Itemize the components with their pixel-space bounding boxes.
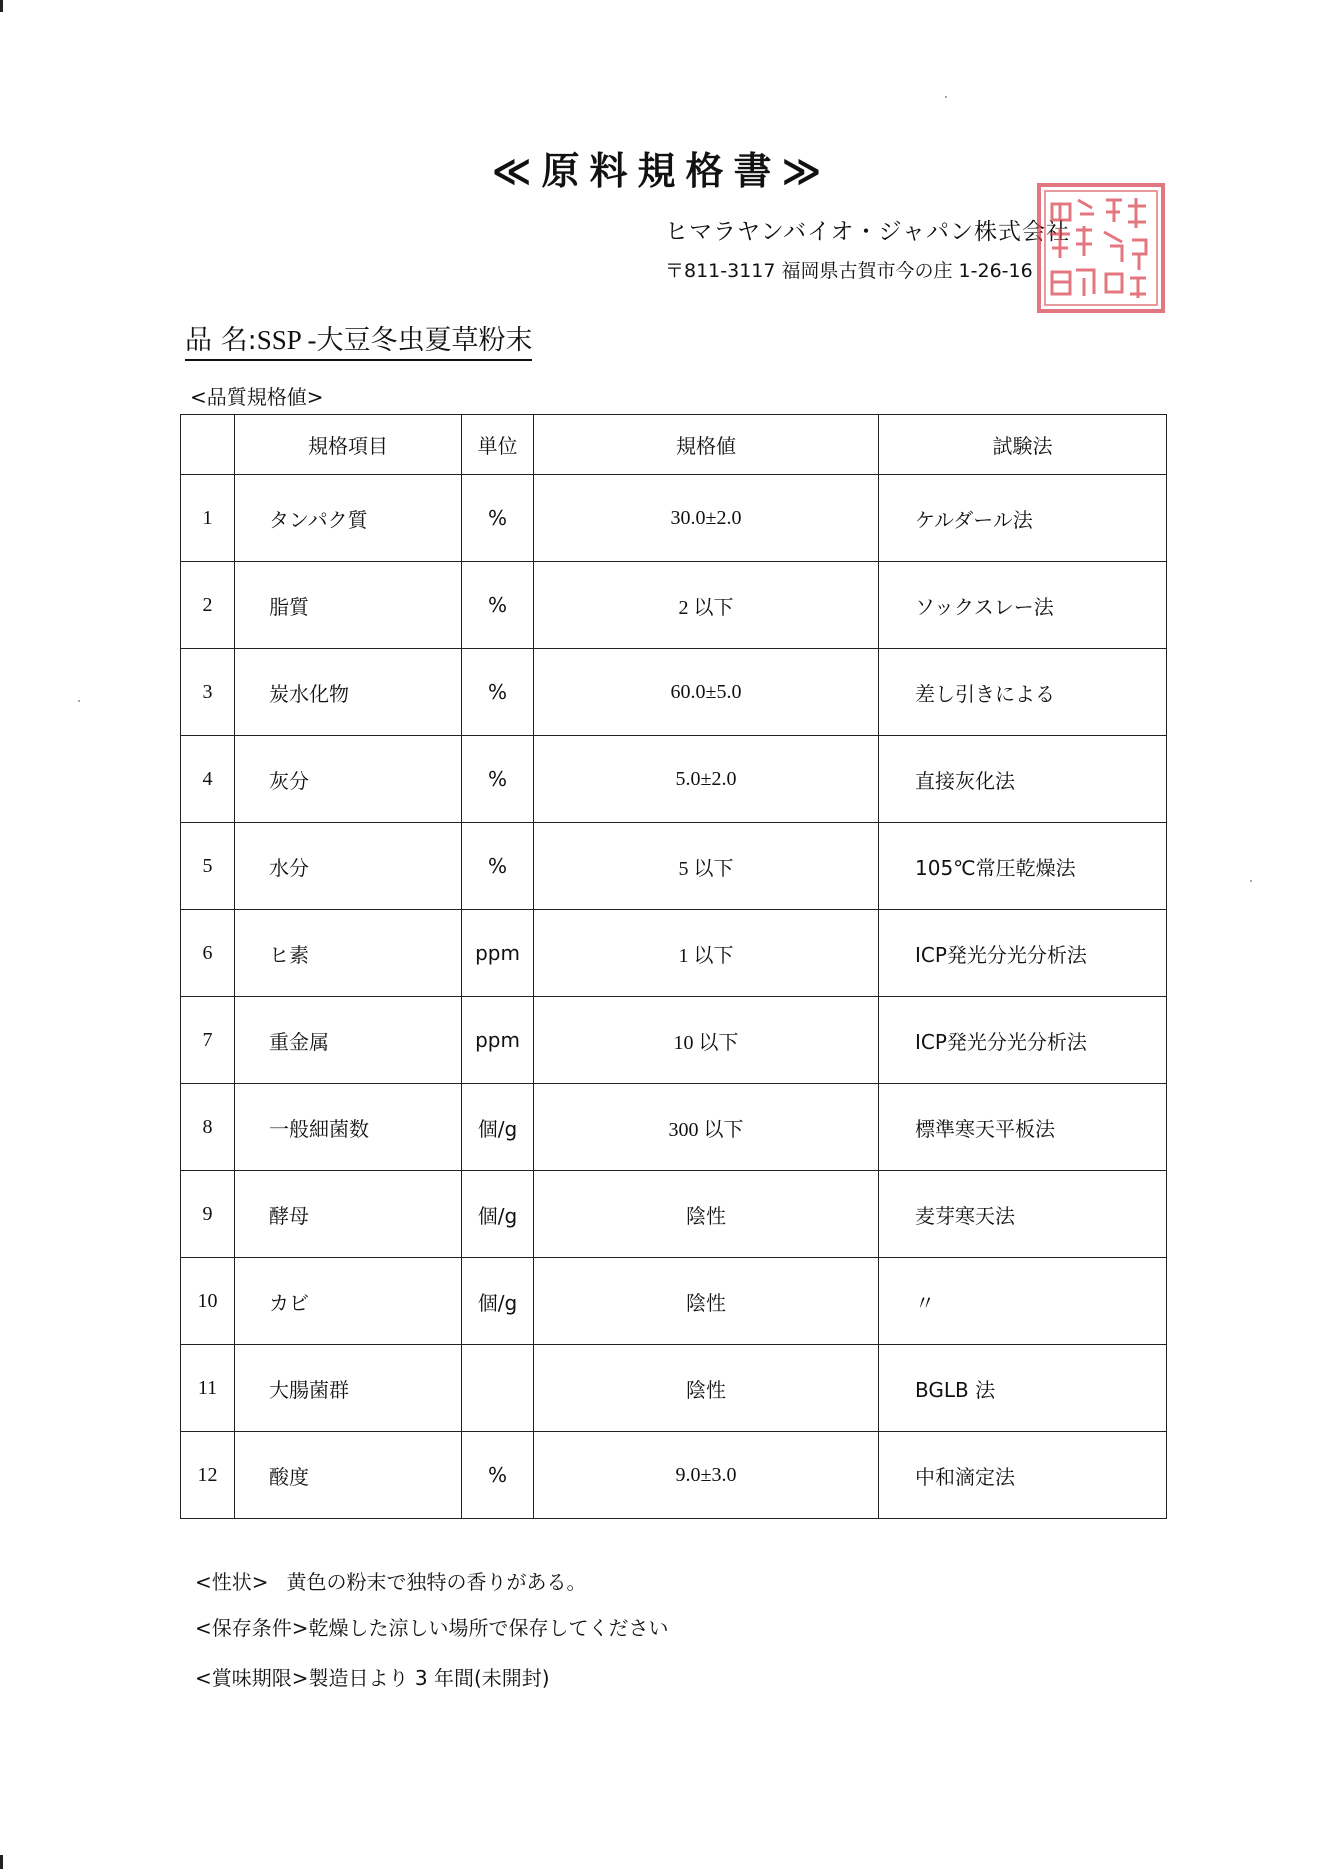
header-method: 試験法 xyxy=(879,415,1167,475)
test-method: BGLB 法 xyxy=(879,1345,1167,1432)
spec-unit: % xyxy=(462,475,534,562)
row-number: 7 xyxy=(181,997,235,1084)
table-row xyxy=(181,562,1167,649)
table-row xyxy=(181,997,1167,1084)
spec-item: 脂質 xyxy=(235,562,462,649)
test-method: ICP発光分光分析法 xyxy=(879,910,1167,997)
shelf-life-note xyxy=(195,1662,550,1691)
table-row xyxy=(181,1258,1167,1345)
spec-unit: ppm xyxy=(462,997,534,1084)
test-method: ICP発光分光分析法 xyxy=(879,997,1167,1084)
table-row xyxy=(181,736,1167,823)
spec-value: 5 以下 xyxy=(534,823,879,910)
spec-value: 陰性 xyxy=(534,1171,879,1258)
quality-spec-table xyxy=(180,414,1167,1519)
test-method: 105℃常圧乾燥法 xyxy=(879,823,1167,910)
spec-item: ヒ素 xyxy=(235,910,462,997)
product-name: SSP -大豆冬虫夏草粉末 xyxy=(256,325,533,355)
table-row xyxy=(181,910,1167,997)
spec-value: 陰性 xyxy=(534,1258,879,1345)
document-title: ≪原料規格書≫ xyxy=(491,149,832,193)
scan-speck xyxy=(1250,880,1252,882)
spec-unit: 個/g xyxy=(462,1258,534,1345)
storage-text: 乾燥した涼しい場所で保存してください xyxy=(308,1616,669,1640)
spec-item: 水分 xyxy=(235,823,462,910)
table-row xyxy=(181,649,1167,736)
test-method: 差し引きによる xyxy=(879,649,1167,736)
row-number: 1 xyxy=(181,475,235,562)
spec-unit: 個/g xyxy=(462,1084,534,1171)
spec-value: 30.0±2.0 xyxy=(534,475,879,562)
shelf-life-label: <賞味期限> xyxy=(195,1666,309,1690)
spec-value: 300 以下 xyxy=(534,1084,879,1171)
test-method: 標準寒天平板法 xyxy=(879,1084,1167,1171)
table-row xyxy=(181,823,1167,910)
product-heading xyxy=(185,318,532,361)
table-row xyxy=(181,1345,1167,1432)
spec-value: 1 以下 xyxy=(534,910,879,997)
spec-value: 5.0±2.0 xyxy=(534,736,879,823)
table-row xyxy=(181,1432,1167,1519)
table-header-row xyxy=(181,415,1167,475)
row-number: 9 xyxy=(181,1171,235,1258)
spec-value: 9.0±3.0 xyxy=(534,1432,879,1519)
test-method: ソックスレー法 xyxy=(879,562,1167,649)
test-method: 麦芽寒天法 xyxy=(879,1171,1167,1258)
row-number: 8 xyxy=(181,1084,235,1171)
shelf-life-text: 製造日より 3 年間(未開封) xyxy=(308,1666,550,1690)
spec-unit: ppm xyxy=(462,910,534,997)
spec-unit: % xyxy=(462,649,534,736)
row-number: 4 xyxy=(181,736,235,823)
test-method: ケルダール法 xyxy=(879,475,1167,562)
test-method: 中和滴定法 xyxy=(879,1432,1167,1519)
scan-speck xyxy=(78,700,80,702)
header-item: 規格項目 xyxy=(235,415,462,475)
row-number: 12 xyxy=(181,1432,235,1519)
row-number: 5 xyxy=(181,823,235,910)
storage-note xyxy=(195,1612,669,1641)
company-name: ヒマラヤンバイオ・ジャパン株式会社 xyxy=(665,219,1071,245)
row-number: 3 xyxy=(181,649,235,736)
header-value: 規格値 xyxy=(534,415,879,475)
spec-item: 大腸菌群 xyxy=(235,1345,462,1432)
property-label: <性状> xyxy=(195,1570,269,1594)
table-row xyxy=(181,1084,1167,1171)
spec-unit: % xyxy=(462,1432,534,1519)
row-number: 6 xyxy=(181,910,235,997)
property-note xyxy=(195,1566,587,1595)
product-label: 品 名: xyxy=(185,325,257,356)
table-row xyxy=(181,475,1167,562)
storage-label: <保存条件> xyxy=(195,1616,309,1640)
spec-unit xyxy=(462,1345,534,1432)
scan-speck xyxy=(945,96,947,98)
company-address: 〒811-3117 福岡県古賀市今の庄 1-26-16 xyxy=(665,260,1033,282)
spec-item: 灰分 xyxy=(235,736,462,823)
spec-item: 酸度 xyxy=(235,1432,462,1519)
spec-value: 陰性 xyxy=(534,1345,879,1432)
spec-unit: % xyxy=(462,562,534,649)
spec-item: 一般細菌数 xyxy=(235,1084,462,1171)
scan-edge-mark xyxy=(0,0,3,12)
test-method: 直接灰化法 xyxy=(879,736,1167,823)
spec-item: カビ xyxy=(235,1258,462,1345)
spec-value: 60.0±5.0 xyxy=(534,649,879,736)
spec-item: 重金属 xyxy=(235,997,462,1084)
table-row xyxy=(181,1171,1167,1258)
scan-edge-mark xyxy=(0,1855,3,1869)
spec-value: 10 以下 xyxy=(534,997,879,1084)
property-text: 黄色の粉末で独特の香りがある。 xyxy=(286,1570,587,1594)
row-number: 10 xyxy=(181,1258,235,1345)
test-method: 〃 xyxy=(879,1258,1167,1345)
quality-spec-section-label: <品質規格値> xyxy=(190,385,324,409)
spec-unit: % xyxy=(462,823,534,910)
row-number: 2 xyxy=(181,562,235,649)
spec-value: 2 以下 xyxy=(534,562,879,649)
header-no xyxy=(181,415,235,475)
spec-item: タンパク質 xyxy=(235,475,462,562)
company-seal-stamp xyxy=(1036,182,1166,314)
spec-item: 炭水化物 xyxy=(235,649,462,736)
spec-unit: % xyxy=(462,736,534,823)
spec-unit: 個/g xyxy=(462,1171,534,1258)
row-number: 11 xyxy=(181,1345,235,1432)
spec-item: 酵母 xyxy=(235,1171,462,1258)
header-unit: 単位 xyxy=(462,415,534,475)
